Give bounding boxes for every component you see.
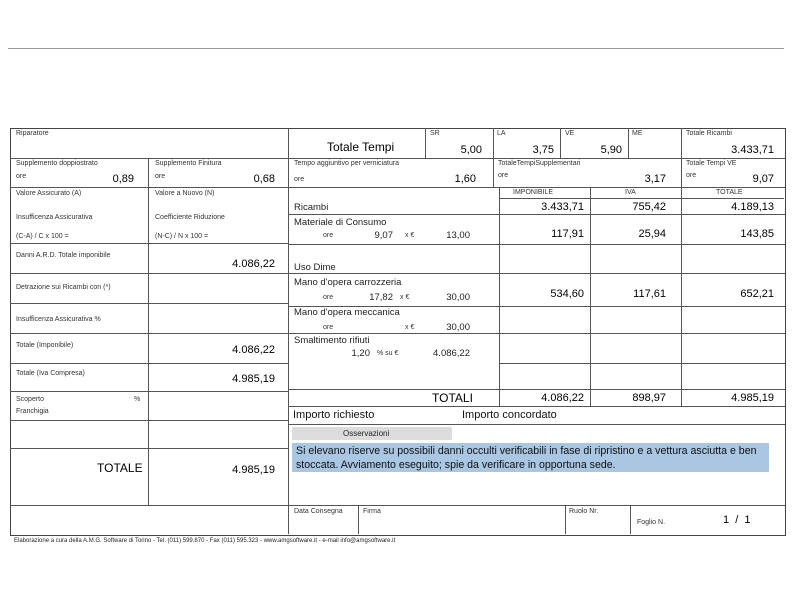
rule (493, 158, 494, 187)
footer-text: Elaborazione a cura della A.M.G. Software di Torino - Tel. (011) 599.870 - Fax (011) 595.323 - www.amgsoftware.it - e-mail info@amgsoftware.it (14, 538, 396, 544)
tempo-vern-label: Tempo aggiuntivo per verniciatura (294, 160, 400, 167)
supp-dopp-label: Supplemento doppiostrato (16, 160, 98, 167)
rule (288, 214, 785, 215)
totali-totale: 4.985,19 (731, 392, 774, 404)
tempo-vern-unit: ore (294, 176, 305, 183)
uso-dime-label: Uso Dime (294, 262, 336, 273)
observations-line-1: Si elevano riserve su possibili danni occulti verificabili in fase di ripristino e a vettura asciutta e ben (296, 445, 757, 457)
rule (288, 406, 785, 407)
tot-supp-unit: ore (498, 172, 509, 179)
supp-fin-unit: ore (155, 173, 166, 180)
rule (499, 363, 785, 364)
sr-value: 5,00 (460, 144, 482, 156)
materiale-ore: ore (323, 232, 334, 239)
mano-carr-x: x € (400, 294, 410, 301)
detrazione-label: Detrazione sui Ricambi con (*) (16, 284, 111, 291)
tot-imp-label: Totale (Imponibile) (16, 342, 74, 349)
iva-header: IVA (625, 189, 636, 196)
materiale-totale: 143,85 (740, 228, 774, 240)
totale-ricambi-value: 3.433,71 (731, 144, 774, 156)
coeff-rid-label: Coefficiente Riduzione (155, 214, 225, 221)
rule (288, 389, 785, 390)
rule (493, 128, 494, 158)
la-label: LA (497, 130, 506, 137)
la-value: 3,75 (532, 144, 554, 156)
rule (681, 128, 682, 187)
smalt-perc: 1,20 (351, 348, 370, 359)
mano-mecc-x: x € (405, 324, 415, 331)
danni-value: 4.086,22 (232, 258, 275, 270)
supp-dopp-unit: ore (16, 173, 27, 180)
rule (560, 128, 561, 158)
materiale-qty: 9,07 (374, 230, 393, 241)
valore-assicurato-label: Valore Assicurato (A) (16, 190, 82, 197)
materiale-rate: 13,00 (446, 230, 470, 241)
mano-carr-label: Mano d'opera carrozzeria (294, 277, 402, 288)
rule (288, 424, 785, 425)
materiale-imponibile: 117,91 (551, 228, 584, 240)
rule (288, 128, 289, 534)
rule (10, 243, 288, 244)
tot-ve-value: 9,07 (752, 173, 774, 185)
mano-carr-imponibile: 534,60 (550, 288, 584, 300)
totali-imponibile: 4.086,22 (541, 392, 584, 404)
totale-label: TOTALE (97, 461, 143, 475)
rule (10, 391, 288, 392)
ve-label: VE (565, 130, 575, 137)
foglio-label: Foglio N. (637, 519, 666, 526)
insuff-perc-label: Insufficenza Assicurativa % (16, 316, 101, 323)
insuff-formula: (C-A) / C x 100 = (16, 233, 69, 240)
materiale-iva: 25,94 (638, 228, 666, 240)
rule (10, 333, 288, 334)
rule (681, 187, 682, 406)
rule (590, 187, 591, 406)
totali-label: TOTALI (432, 391, 473, 405)
rule (10, 505, 785, 506)
mano-mecc-ore: ore (323, 324, 334, 331)
ricambi-imponibile: 3.433,71 (541, 201, 584, 213)
data-consegna-label: Data Consegna (294, 508, 343, 515)
rule (10, 448, 288, 449)
tot-ve-label: Totale Tempi VE (686, 160, 737, 167)
me-label: ME (632, 130, 643, 137)
firma-label: Firma (363, 508, 381, 515)
foglio-value: 1 / 1 (723, 514, 751, 526)
rule (358, 505, 359, 534)
smalt-base: 4.086,22 (433, 348, 470, 359)
rule (628, 128, 629, 158)
materiale-label: Materiale di Consumo (294, 217, 387, 228)
rule (425, 128, 426, 158)
totali-iva: 898,97 (632, 392, 666, 404)
danni-label: Danni A.R.D. Totale imponibile (16, 252, 111, 259)
riparatore-label: Riparatore (16, 130, 49, 137)
imponibile-header: IMPONIBILE (513, 189, 554, 196)
mano-carr-rate: 30,00 (446, 292, 470, 303)
rule (148, 158, 149, 505)
coeff-formula: (N-C) / N x 100 = (155, 233, 209, 240)
rule (10, 158, 785, 159)
mano-carr-totale: 652,21 (740, 288, 774, 300)
smalt-su: % su € (377, 350, 399, 357)
rule (10, 187, 785, 188)
materiale-x: x € (405, 232, 415, 239)
tot-iva-label: Totale (Iva Compresa) (16, 370, 85, 377)
top-rule (8, 48, 784, 49)
valore-nuovo-label: Valore a Nuovo (N) (155, 190, 215, 197)
importo-richiesto: Importo richiesto (293, 409, 375, 421)
supp-fin-label: Supplemento Finitura (155, 160, 222, 167)
totale-tempi-label: Totale Tempi (327, 140, 395, 154)
ricambi-label: Ricambi (294, 202, 329, 213)
scoperto-label: Scoperto (16, 396, 45, 403)
scoperto-perc: % (134, 396, 141, 403)
rule (499, 198, 784, 199)
rule (288, 273, 785, 274)
smalt-label: Smaltimento rifiuti (294, 335, 370, 346)
supp-fin-value: 0,68 (253, 173, 275, 185)
tot-imp-value: 4.086,22 (232, 344, 275, 356)
ricambi-iva: 755,42 (632, 201, 666, 213)
mano-carr-qty: 17,82 (369, 292, 393, 303)
tot-iva-value: 4.985,19 (232, 373, 275, 385)
mano-mecc-label: Mano d'opera meccanica (294, 307, 400, 318)
rule (630, 505, 631, 534)
ricambi-totale: 4.189,13 (731, 201, 774, 213)
tot-supp-value: 3,17 (644, 173, 666, 185)
tot-ve-unit: ore (686, 172, 697, 179)
totale-ricambi-label: Totale Ricambi (686, 130, 732, 137)
sr-label: SR (430, 130, 440, 137)
mano-carr-ore: ore (323, 294, 334, 301)
supp-dopp-value: 0,89 (112, 173, 134, 185)
rule (10, 303, 288, 304)
mano-mecc-rate: 30,00 (446, 322, 470, 333)
tot-supp-label: TotaleTempiSupplementari (498, 160, 581, 167)
franchigia-label: Franchigia (16, 408, 49, 415)
rule (565, 505, 566, 534)
rule (10, 273, 288, 274)
insuff-ass-label: Insufficenza Assicurativa (16, 214, 93, 221)
ruolo-label: Ruolo Nr. (569, 508, 599, 515)
totale-value: 4.985,19 (232, 464, 275, 476)
observations-header: Osservazioni (343, 429, 390, 438)
rule (288, 244, 785, 245)
importo-concordato: Importo concordato (462, 409, 557, 421)
rule (10, 420, 288, 421)
mano-carr-iva: 117,61 (633, 288, 666, 300)
rule (10, 363, 288, 364)
totale-header: TOTALE (716, 189, 743, 196)
ve-value: 5,90 (600, 144, 622, 156)
observations-line-2: stoccata. Avviamento eseguito; spie da verificare in opportuna sede. (296, 459, 616, 471)
tempo-vern-value: 1,60 (454, 173, 476, 185)
rule (288, 333, 785, 334)
